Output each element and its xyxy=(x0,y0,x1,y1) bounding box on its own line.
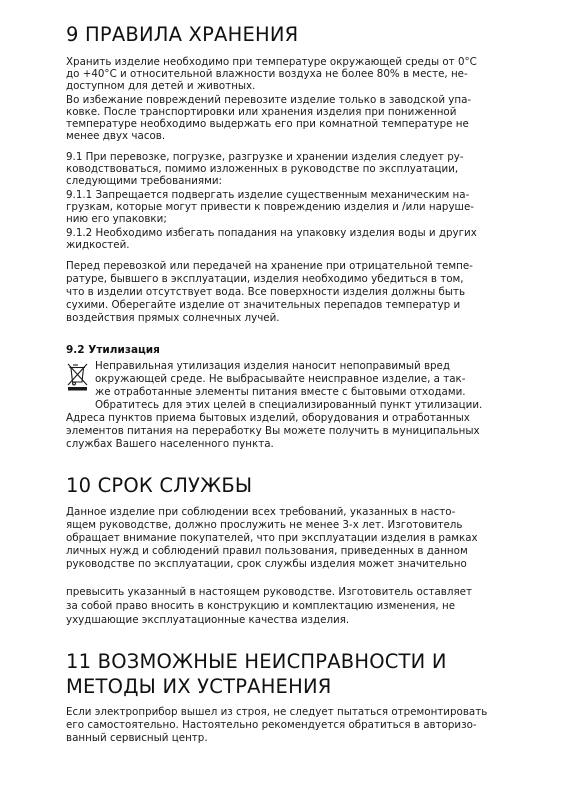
text-line: элементов питания на переработку Вы можете получить в муниципальных xyxy=(66,425,480,437)
text-line: ухудшающие эксплуатационные качества изделия. xyxy=(66,614,350,626)
section-9-2-title: 9.2 Утилизация xyxy=(66,344,160,356)
text-line: до +40°С и относительной влажности воздуха не более 80% в месте, не- xyxy=(66,68,468,80)
text-line: доступном для детей и животных. xyxy=(66,80,256,92)
text-line: ратуре, бывшего в эксплуатации, изделия необходимо убедиться в том, xyxy=(66,273,464,285)
text-line: жидкостей. xyxy=(66,239,130,251)
section-11-title-line-1: 11 ВОЗМОЖНЫЕ НЕИСПРАВНОСТИ И xyxy=(66,650,447,673)
text-line: следующими требованиями: xyxy=(66,175,223,187)
text-line: службах Вашего населенного пункта. xyxy=(66,438,274,450)
text-line: личных нужд и соблюдений правил пользования, приведенных в данном xyxy=(66,545,468,557)
text-line: 9.1.1 Запрещается подвергать изделие существенным механическим на- xyxy=(66,189,470,201)
text-line: грузкам, которые могут привести к повреждению изделия и /или наруше- xyxy=(66,201,475,213)
text-line: ванный сервисный центр. xyxy=(66,732,208,744)
section-9-title: 9 ПРАВИЛА ХРАНЕНИЯ xyxy=(66,23,299,46)
text-line: Во избежание повреждений перевозите изделие только в заводской упа- xyxy=(66,94,472,106)
text-line: его самостоятельно. Настоятельно рекомендуется обратиться в авторизо- xyxy=(66,719,477,731)
text-line: окружающей среде. Не выбрасывайте неисправное изделие, а так- xyxy=(95,373,466,385)
text-line: сухими. Оберегайте изделие от значительных перепадов температур и xyxy=(66,299,461,311)
text-line: менее двух часов. xyxy=(66,130,166,142)
text-line: Обратитесь для этих целей в специализированный пункт утилизации. xyxy=(95,399,483,411)
section-10-title: 10 СРОК СЛУЖБЫ xyxy=(66,474,253,497)
text-line: руководстве по эксплуатации, срок службы изделия может значительно xyxy=(66,558,467,570)
text-line: Если электроприбор вышел из строя, не следует пытаться отремонтировать xyxy=(66,706,488,718)
text-line: Хранить изделие необходимо при температуре окружающей среды от 0°С xyxy=(66,56,477,68)
text-line: ящем руководстве, должно прослужить не менее 3-х лет. Изготовитель xyxy=(66,519,463,531)
text-line: за собой право вносить в конструкцию и комплектацию изменения, не xyxy=(66,600,456,612)
text-line: Неправильная утилизация изделия наносит непоправимый вред xyxy=(95,360,451,372)
text-line: воздействия прямых солнечных лучей. xyxy=(66,312,280,324)
text-line: нию его упаковки; xyxy=(66,213,167,225)
text-line: Перед перевозкой или передачей на хранение при отрицательной темпе- xyxy=(66,260,473,272)
text-line: Адреса пунктов приема бытовых изделий, оборудования и отработанных xyxy=(66,412,470,424)
text-line: ководствоваться, помимо изложенных в руководстве по эксплуатации, xyxy=(66,163,459,175)
text-line: температуре необходимо выдержать его при комнатной температуре не xyxy=(66,118,469,130)
text-line: 9.1.2 Необходимо избегать попадания на упаковку изделия воды и других xyxy=(66,227,477,239)
text-line: превысить указанный в настоящем руководстве. Изготовитель оставляет xyxy=(66,586,472,598)
text-line: что в изделии отсутствует вода. Все поверхности изделия должны быть xyxy=(66,286,466,298)
text-line: же отработанные элементы питания вместе с бытовыми отходами. xyxy=(95,386,466,398)
section-11-title-line-2: МЕТОДЫ ИХ УСТРАНЕНИЯ xyxy=(66,675,332,698)
crossed-out-wheelie-bin-icon xyxy=(66,362,90,392)
text-line: обращает внимание покупателей, что при эксплуатации изделия в рамках xyxy=(66,532,478,544)
text-line: 9.1 При перевозке, погрузке, разгрузке и хранении изделия следует ру- xyxy=(66,151,464,163)
text-line: Данное изделие при соблюдении всех требований, указанных в насто- xyxy=(66,506,456,518)
text-line: ковке. После транспортировки или хранения изделия при пониженной xyxy=(66,106,457,118)
